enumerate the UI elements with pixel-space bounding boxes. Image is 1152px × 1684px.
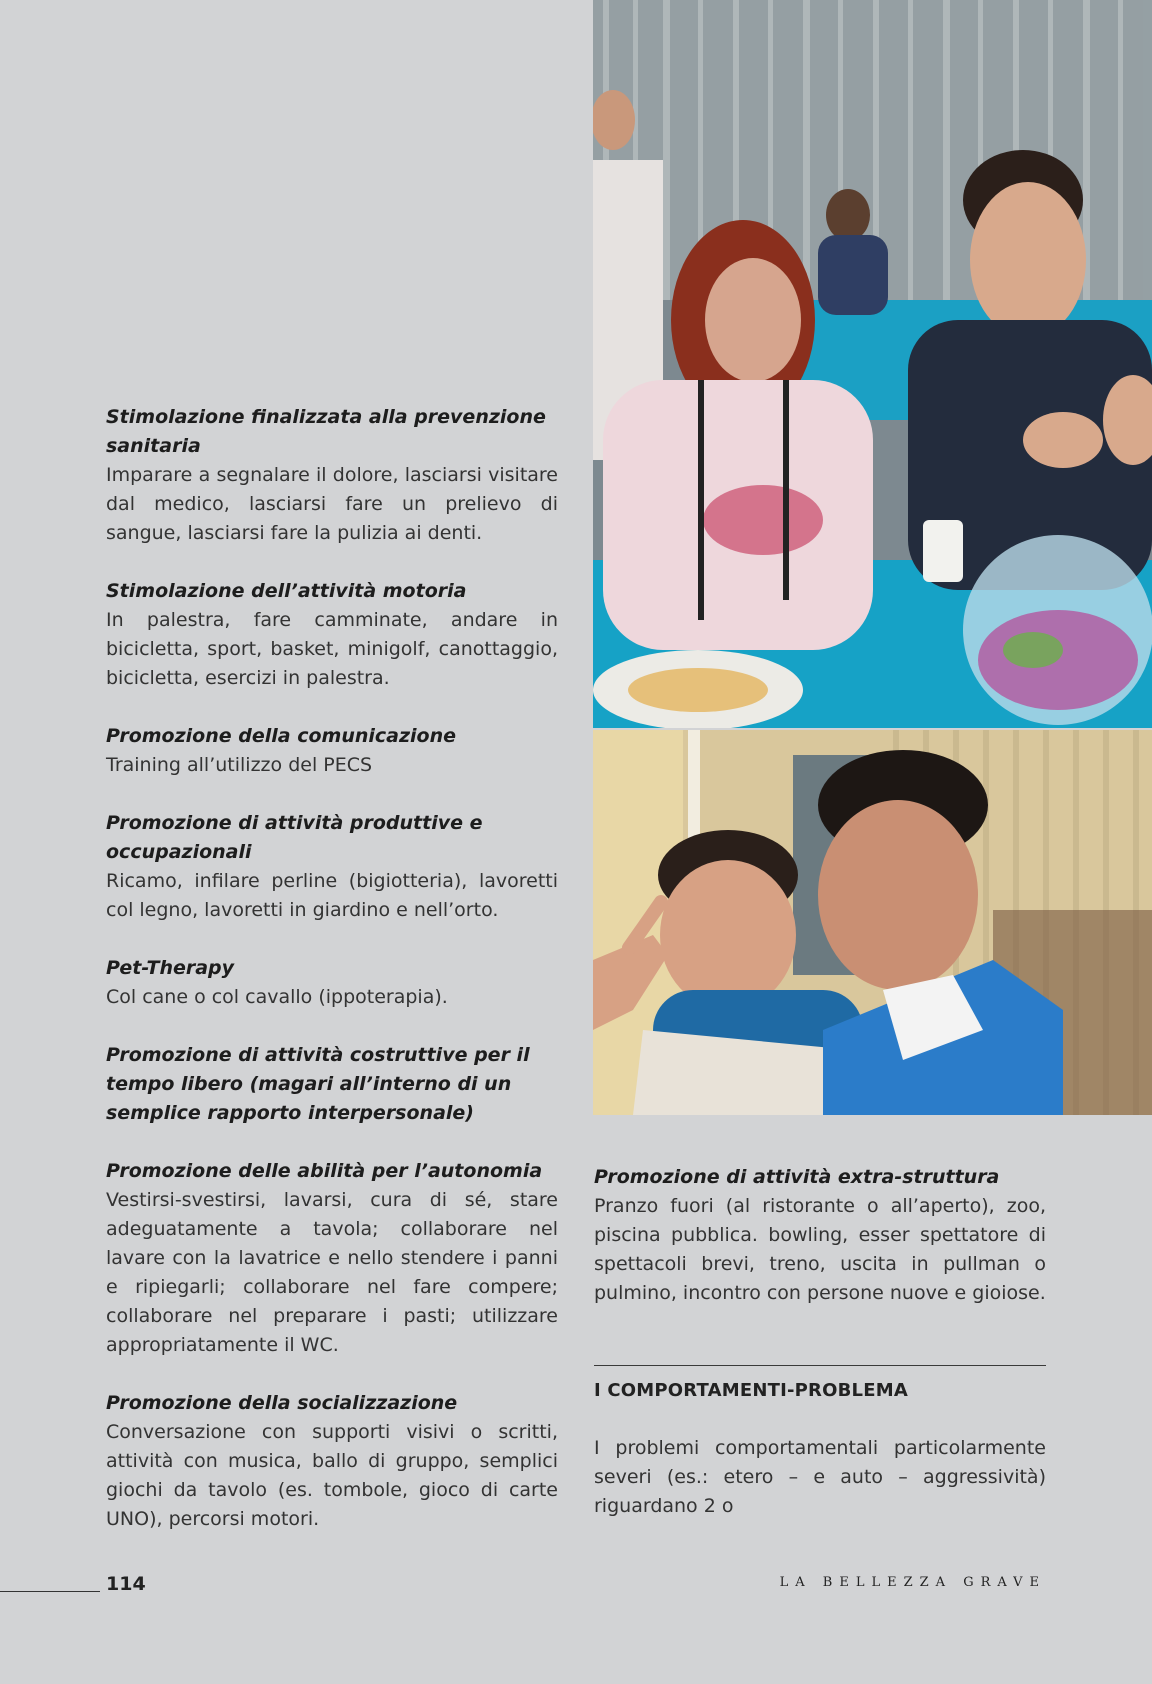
running-title: LA BELLEZZA GRAVE (779, 1575, 1046, 1590)
section-pet-therapy (106, 954, 558, 1012)
left-column (106, 403, 558, 1563)
problem-heading: I COMPORTAMENTI-PROBLEMA (594, 1380, 908, 1401)
section-title: Stimolazione finalizzata alla prevenzione sanitaria (106, 406, 546, 457)
photo-group-at-table-image (593, 0, 1152, 728)
section-title: Promozione di attività produttive e occupazionali (106, 812, 483, 863)
section-body: Ricamo, infilare perline (bigiotteria), lavoretti col legno, lavoretti in giardino e nell’orto. (106, 870, 558, 921)
photo-two-people-image (593, 730, 1152, 1115)
photo-group-at-table (593, 0, 1152, 728)
section-extra-struttura (594, 1163, 1046, 1308)
section-body: Pranzo fuori (al ristorante o all’aperto), zoo, piscina pubblica. bowling, esser spettatore di spettacoli brevi, treno, uscita in pullman o pulmino, incontro con persone nuove e gioiose. (594, 1195, 1046, 1304)
section-title: Promozione di attività extra-struttura (594, 1166, 1000, 1188)
section-title: Stimolazione dell’attività motoria (106, 580, 467, 602)
section-body: Vestirsi-svestirsi, lavarsi, cura di sé, stare adeguatamente a tavola; collaborare nel lavare con la lavatrice e nello stendere i panni e ripiegarli; collaborare nel fare compere; collaborare nel preparare i pasti; utilizzare appropriatamente il WC. (106, 1189, 558, 1356)
section-body: Imparare a segnalare il dolore, lasciarsi visitare dal medico, lasciarsi fare un prelievo di sangue, lasciarsi fare la pulizia ai denti. (106, 464, 558, 544)
section-attivita-produttive (106, 809, 558, 925)
section-prevenzione-sanitaria (106, 403, 558, 548)
section-body: Conversazione con supporti visivi o scritti, attività con musica, ballo di gruppo, semplici giochi da tavolo (es. tombole, gioco di carte UNO), percorsi motori. (106, 1421, 558, 1530)
section-tempo-libero (106, 1041, 558, 1128)
section-socializzazione (106, 1389, 558, 1534)
photo-two-people (593, 730, 1152, 1115)
section-autonomia (106, 1157, 558, 1360)
section-title: Promozione della comunicazione (106, 725, 457, 747)
section-body: In palestra, fare camminate, andare in bicicletta, sport, basket, minigolf, canottaggio, bicicletta, esercizi in palestra. (106, 609, 558, 689)
page-number: 114 (106, 1573, 146, 1595)
right-column (594, 1163, 1046, 1521)
problem-text: I problemi comportamentali particolarmente severi (es.: etero – e auto – aggressività) riguardano 2 o (594, 1437, 1046, 1517)
section-title: Promozione di attività costruttive per il tempo libero (magari all’interno di un semplice rapporto interpersonale) (106, 1044, 530, 1124)
section-attivita-motoria (106, 577, 558, 693)
section-comunicazione (106, 722, 558, 780)
footer-rule (0, 1591, 100, 1592)
section-divider (594, 1365, 1046, 1366)
section-body: Training all’utilizzo del PECS (106, 754, 373, 776)
section-title: Pet-Therapy (106, 957, 235, 979)
section-title: Promozione delle abilità per l’autonomia (106, 1160, 543, 1182)
section-body: Col cane o col cavallo (ippoterapia). (106, 986, 448, 1008)
section-title: Promozione della socializzazione (106, 1392, 458, 1414)
